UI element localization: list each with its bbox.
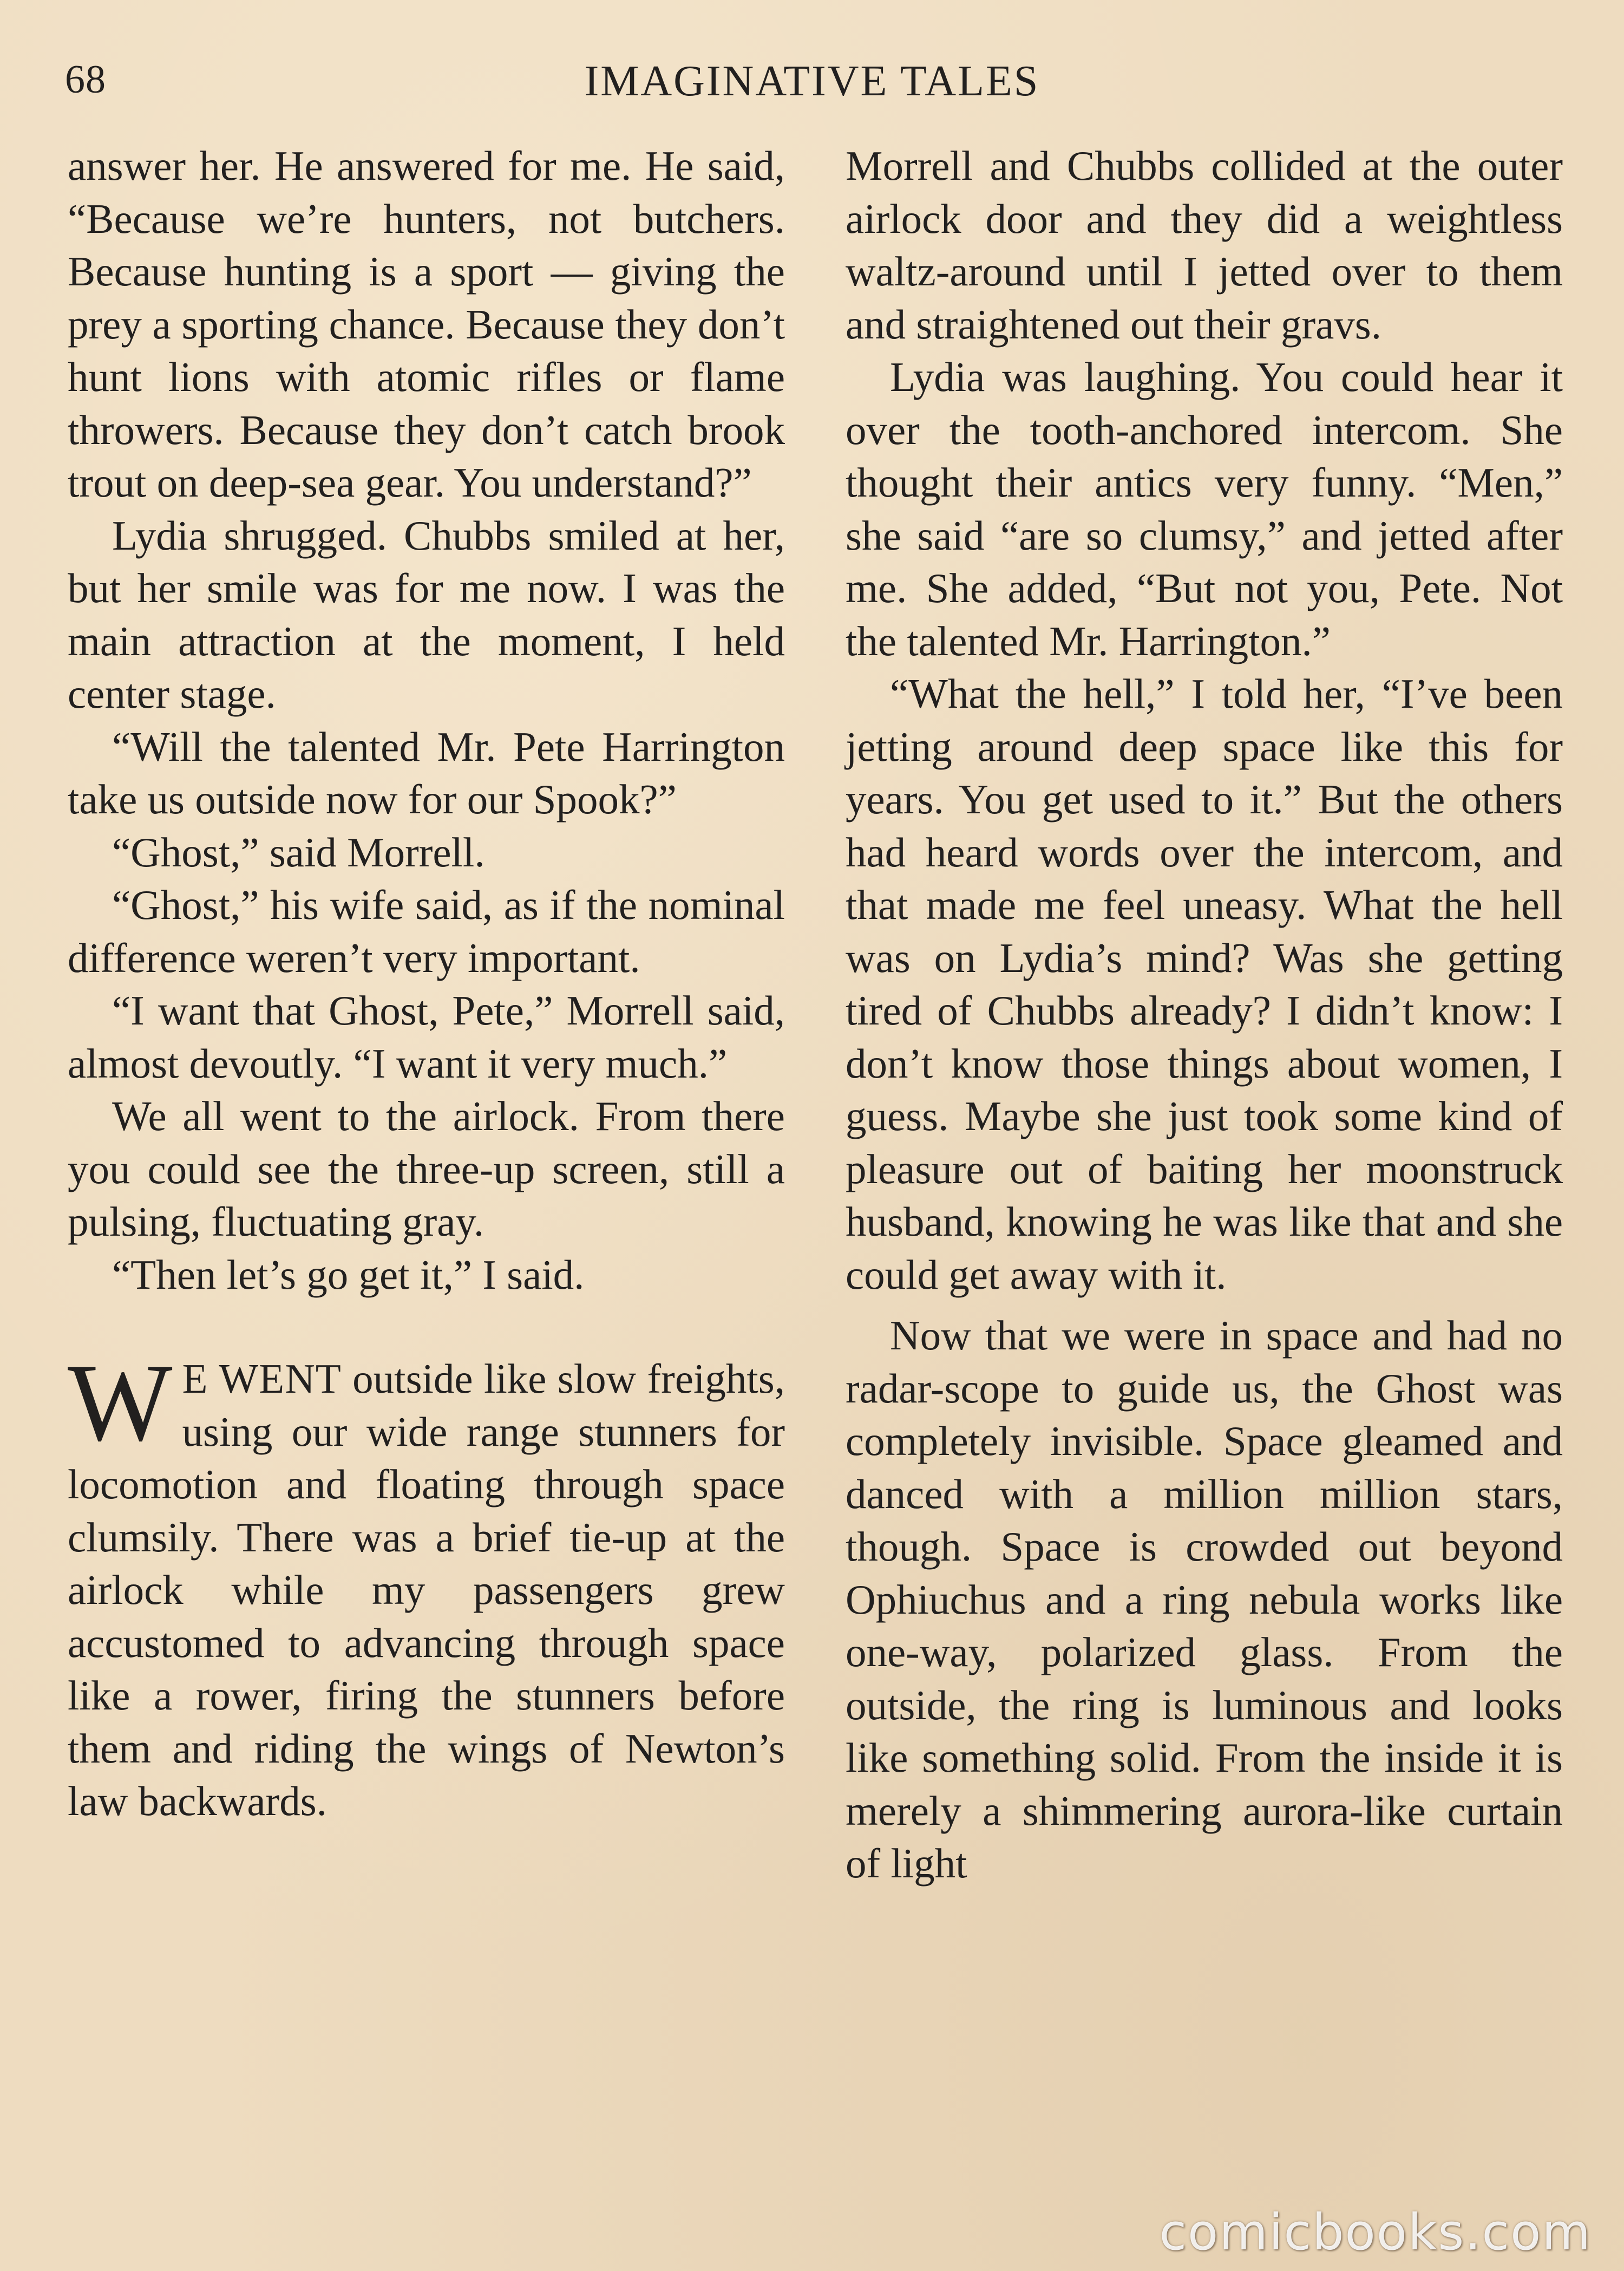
paragraph: answer her. He answered for me. He said, “Because we’re hunters, not butchers. Because hunting is a sport — giving the prey a sporting chance. Because they don’t hunt lions with atomic rifles or flame throwers. Because they don’t catch brook trout on deep-sea gear. You understand?”: [68, 142, 785, 506]
page-header: [65, 51, 1559, 116]
drop-cap: W: [68, 1341, 173, 1464]
paragraph: We all went to the airlock. From there you could see the three-up screen, still a pulsing, fluctuating gray.: [68, 1093, 785, 1245]
running-head: IMAGINATIVE TALES: [584, 57, 1040, 105]
page-number: 68: [65, 57, 106, 102]
right-column: [846, 140, 1563, 1890]
left-column: [68, 140, 785, 1828]
paragraph: “Ghost,” said Morrell.: [112, 828, 485, 876]
paragraph: Now that we were in space and had no radar-scope to guide us, the Ghost was completely invisible. Space gleamed and danced with a million million stars, though. Space is crowded out beyond Ophiuchus and a ring nebula works like one-way, polarized glass. From the outside, the ring is luminous and looks like something solid. From the inside it is merely a shimmering aurora-like curtain of light: [846, 1312, 1563, 1887]
paragraph: Morrell and Chubbs collided at the outer airlock door and they did a weightless waltz-around until I jetted over to them and straightened out their gravs.: [846, 142, 1563, 348]
small-caps-lead: E WENT: [182, 1355, 342, 1402]
section-opening-paragraph: [68, 1341, 785, 1828]
paragraph-text: outside like slow freights, using our wide range stunners for locomotion and floating through space clumsily. There was a brief tie-up at the airlock while my passengers grew accustomed to advancing through space like a rower, firing the stunners before them and riding the wings of Newton’s law backwards.: [68, 1355, 785, 1824]
paragraph: “Then let’s go get it,” I said.: [112, 1251, 585, 1298]
paragraph: Lydia shrugged. Chubbs smiled at her, but her smile was for me now. I was the main attraction at the moment, I held center stage.: [68, 512, 785, 717]
paragraph: Lydia was laughing. You could hear it over the tooth-anchored intercom. She thought their antics very funny. “Men,” she said “are so clumsy,” and jetted after me. She added, “But not you, Pete. Not the talented Mr. Harrington.”: [846, 354, 1563, 664]
watermark: comicbooks.com: [1159, 2203, 1592, 2261]
paragraph: “I want that Ghost, Pete,” Morrell said, almost devoutly. “I want it very much.”: [68, 987, 785, 1087]
paragraph: “What the hell,” I told her, “I’ve been jetting around deep space like this for years. You get used to it.” But the others had heard words over the intercom, and that made me feel uneasy. What the hell was on Lydia’s mind? Was she getting tired of Chubbs already? I didn’t know: I don’t know those things about women, I guess. Maybe she just took some kind of pleasure out of baiting her moonstruck husband, knowing he was like that and she could get away with it.: [846, 670, 1563, 1298]
paragraph: “Ghost,” his wife said, as if the nominal difference weren’t very important.: [68, 882, 785, 981]
paragraph: “Will the talented Mr. Pete Harrington take us outside now for our Spook?”: [68, 723, 785, 823]
